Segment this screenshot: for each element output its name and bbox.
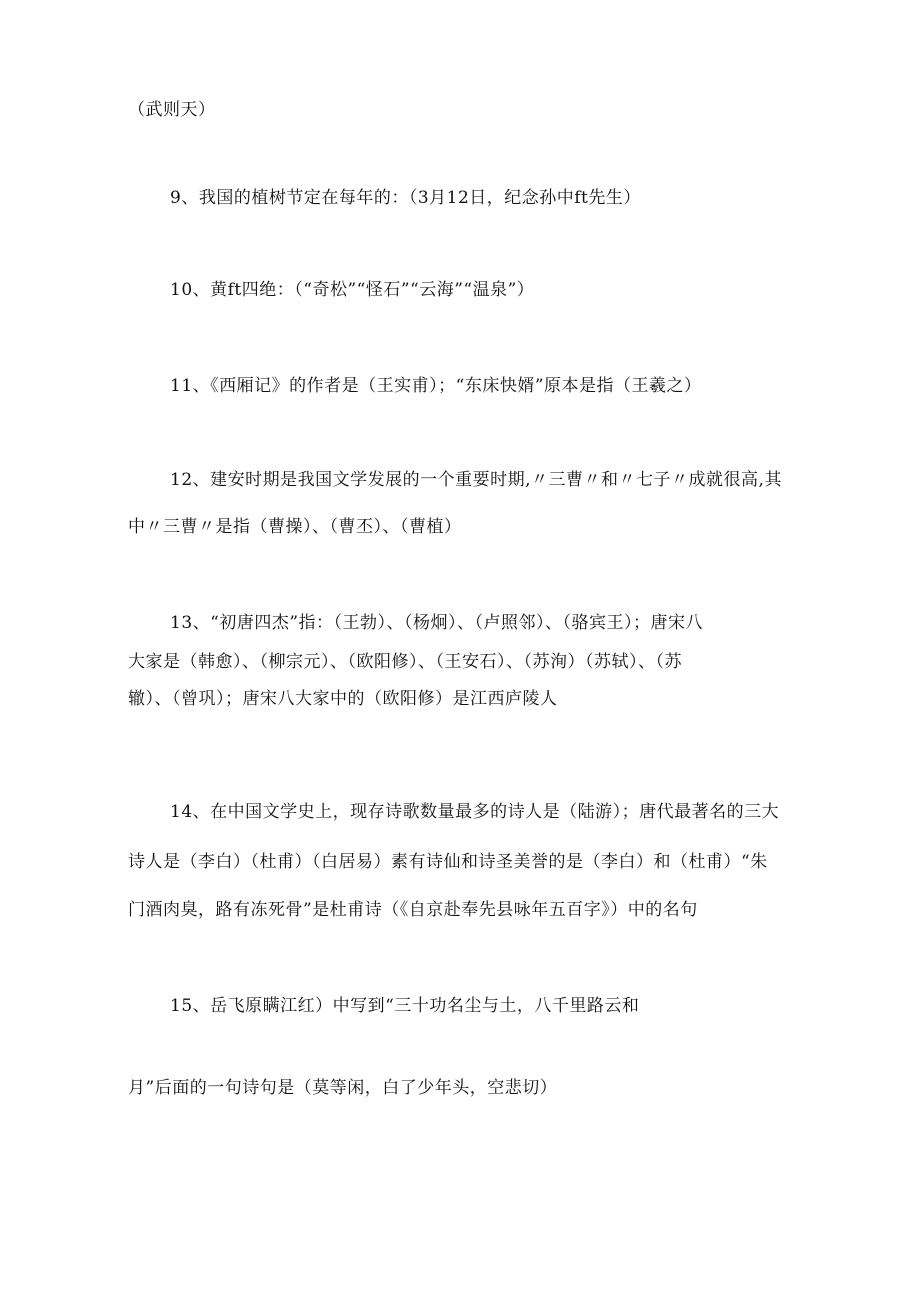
item-15-line-1: 15、岳飞原瞒江红）中写到“三十功名尘与土，八千里路云和: [170, 996, 640, 1016]
item-9: 9、我国的植树节定在每年的：（3月12日，纪念孙中ft先生）: [170, 188, 641, 208]
item-11: 11、《西厢记》的作者是（王实甫）；“东床快婿”原本是指（王羲之）: [170, 376, 702, 396]
text-line-1: （武则天）: [128, 100, 216, 120]
item-14-line-2: 诗人是（李白）（杜甫）（白居易）素有诗仙和诗圣美誉的是（李白）和（杜甫）“朱: [128, 852, 768, 872]
item-14-line-1: 14、在中国文学史上，现存诗歌数量最多的诗人是（陆游）；唐代最著名的三大: [170, 802, 780, 822]
item-12-line-1: 12、建安时期是我国文学发展的一个重要时期,〃三曹〃和〃七子〃成就很高,其: [170, 470, 782, 490]
item-10: 10、黄ft四绝：（“奇松”“怪石”“云海”“温泉”）: [170, 280, 535, 300]
item-13-line-1: 13、“初唐四杰”指：（王勃）、（杨炯）、（卢照邻）、（骆宾王）；唐宋八: [170, 613, 704, 633]
item-15-line-2: 月”后面的一句诗句是（莫等闲，白了少年头，空悲切）: [128, 1078, 558, 1098]
item-14-line-3: 门酒肉臭，路有冻死骨”是杜甫诗（《自京赴奉先县咏年五百字》）中的名句: [128, 900, 698, 920]
item-13-line-2: 大家是（韩愈）、（柳宗元）、（欧阳修）、（王安石）、（苏洵）（苏轼）、（苏: [128, 652, 682, 672]
item-13-line-3: 辙）、（曾巩）；唐宋八大家中的（欧阳修）是江西庐陵人: [128, 689, 558, 709]
item-12-line-2: 中〃三曹〃是指（曹操）、（曹丕）、（曹植）: [128, 517, 462, 537]
